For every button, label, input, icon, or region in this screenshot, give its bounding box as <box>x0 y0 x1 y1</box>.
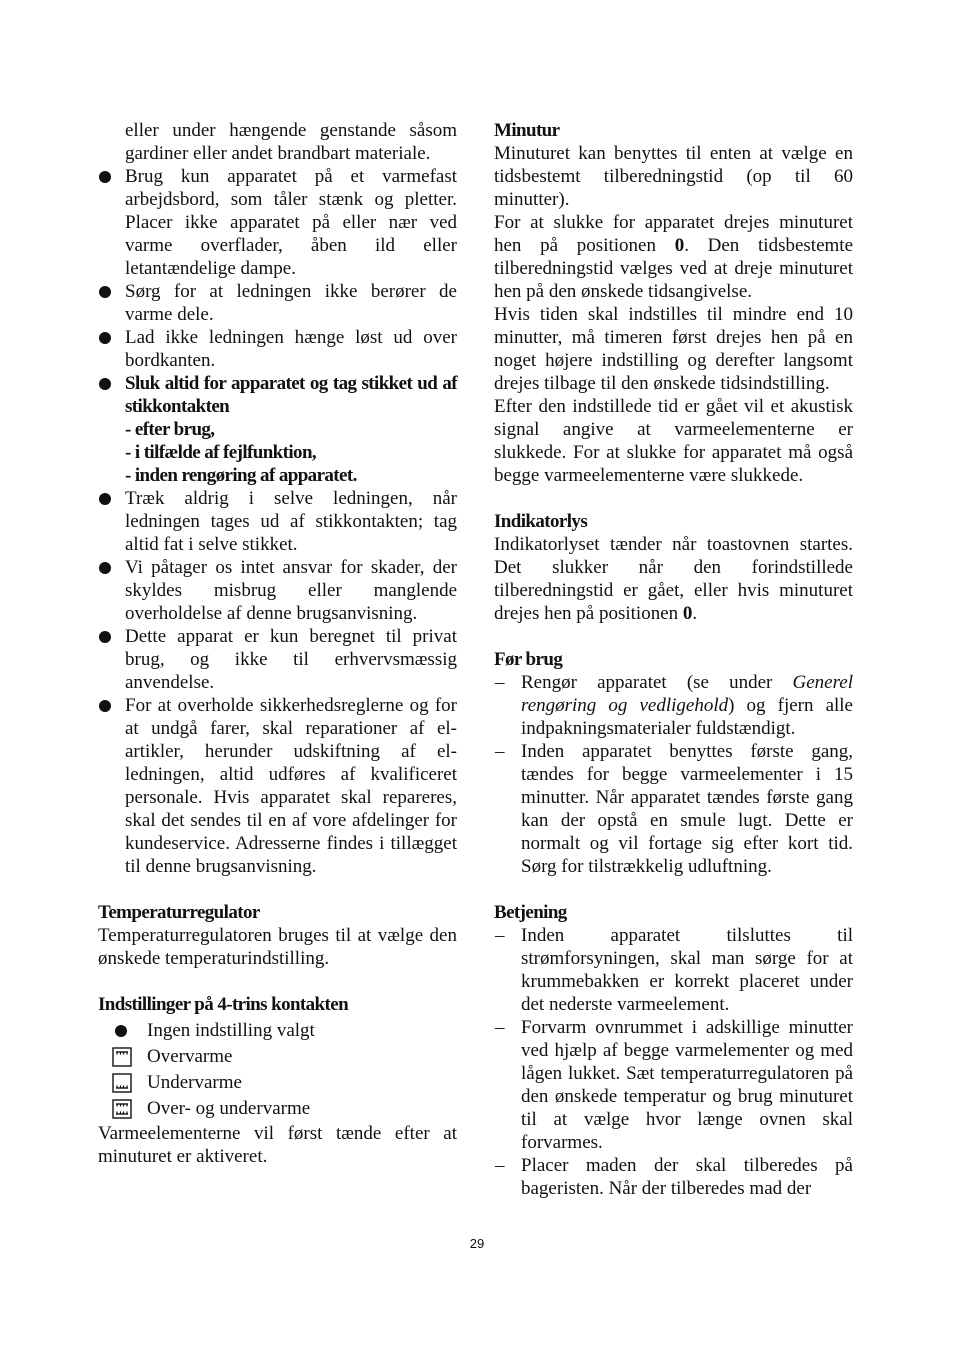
timer-paragraph: For at slukke for apparatet drejes minuturet hen på positionen 0. Den tidsbestemte tilberedningstid vælges ved at dreje minuturet hen på den ønskede tidsangivelse. <box>494 212 854 302</box>
top-bottom-heat-icon <box>112 1099 132 1119</box>
list-item: – Placer maden der skal tilberedes på bageristen. Når der tilberedes mad der <box>495 1155 853 1199</box>
bullet-icon <box>99 631 111 643</box>
right-column <box>494 119 853 1200</box>
timer-paragraph: Hvis tiden skal indstilles til mindre end 10 minutter, må timeren først drejes hen på en noget højere indstilling og derefter langsomt drejes tilbage til den ønskede tidsindstilling. <box>494 304 853 394</box>
list-item: – Rengør apparatet (se under Generel rengøring og vedligehold) og fjern alle indpakningsmaterialer fuldstændigt. <box>495 672 853 739</box>
setting-item: Over- og undervarme <box>98 1096 457 1122</box>
bullet-icon <box>99 332 111 344</box>
list-item: For at overholde sikkerhedsreglerne og for at undgå farer, skal reparationer af el-artikler, herunder udskiftning af el-ledningen, altid udføres af kvalificeret personale. Hvis apparatet skal repareres, skal det sendes til en af vore afdelinger for kundeservice. Adresserne findes i tillægget til denne brugsanvisning. <box>98 694 457 878</box>
list-item: Lad ikke ledningen hænge løst ud over bordkanten. <box>98 326 457 372</box>
section-heading-temperature: Temperaturregulator <box>98 902 260 923</box>
list-item: – Forvarm ovnrummet i adskillige minutter ved hjælp af begge varmelementer og med lågen lukket. Sæt temperaturregulatoren på den ønskede temperatur og brug minuturet til at vælge hvor længe ovnen skal forvarmes. <box>495 1017 853 1153</box>
list-item: – Inden apparatet benyttes første gang, tændes for begge varmeelementer i 15 minutter. Når apparatet tændes første gang kan der opstå en smule lugt. Dette er normalt og vil fortage sig efter kort tid. Sørg for tilstrækkelig udluftning. <box>495 741 853 877</box>
dash-marker: – <box>495 1155 505 1176</box>
left-column <box>98 119 457 1168</box>
timer-paragraph: Efter den indstillede tid er gået vil et akustisk signal angive at varmeelementerne er slukkede. For at slukke for apparatet må også begge varmeelementerne være slukkede. <box>494 396 853 486</box>
settings-note: Varmeelementerne vil først tænde efter at minuturet er aktiveret. <box>98 1123 457 1167</box>
dash-marker: – <box>495 1017 505 1038</box>
bullet-icon <box>99 700 111 712</box>
section-heading-indicator: Indikatorlys <box>494 511 588 532</box>
settings-list <box>98 1018 457 1122</box>
temperature-text: Temperaturregulatoren bruges til at vælge den ønskede temperaturindstilling. <box>98 925 457 969</box>
page-number: 29 <box>469 1236 485 1251</box>
dash-marker: – <box>495 741 505 762</box>
dot-icon <box>115 1025 127 1037</box>
setting-item: Undervarme <box>98 1070 457 1096</box>
list-item: Sørg for at ledningen ikke berører de varme dele. <box>98 280 457 326</box>
setting-item: Ingen indstilling valgt <box>98 1018 457 1044</box>
section-heading-before-use: Før brug <box>494 649 563 670</box>
indicator-text: Indikatorlyset tænder når toastovnen startes. Det slukker når den forindstillede tilberedningstid er gået, eller hvis minuturet drejes hen på positionen 0. <box>494 534 853 624</box>
list-item: Brug kun apparatet på et varmefast arbejdsbord, som tåler stænk og pletter. Placer ikke apparatet på eller nær ved varme overflader, åben ild eller letantændelige dampe. <box>98 165 457 280</box>
bottom-heat-icon <box>112 1073 132 1093</box>
list-item: – Inden apparatet tilsluttes til strømforsyningen, skal man sørge for at krummebakken er korrekt placeret under det nederste varmeelement. <box>495 925 853 1015</box>
dash-marker: – <box>495 672 505 693</box>
dash-marker: – <box>495 925 505 946</box>
list-item: Træk aldrig i selve ledningen, når ledningen tages ud af stikkontakten; tag altid fat i selve stikket. <box>98 487 457 556</box>
list-item: Dette apparat er kun beregnet til privat brug, og ikke til erhvervsmæssig anvendelse. <box>98 625 457 694</box>
section-heading-timer: Minutur <box>494 120 560 141</box>
bullet-icon <box>99 493 111 505</box>
setting-item: Overvarme <box>98 1044 457 1070</box>
section-heading-settings: Indstillinger på 4-trins kontakten <box>98 994 349 1015</box>
continuation-text: eller under hængende genstande såsom gardiner eller andet brandbart materiale. <box>125 120 457 164</box>
list-item-bold: Sluk altid for apparatet og tag stikket ud af stikkontakten <box>98 372 457 418</box>
top-heat-icon <box>112 1047 132 1067</box>
sub-item: - efter brug, <box>125 419 215 440</box>
list-item: Vi påtager os intet ansvar for skader, der skyldes misbrug eller manglende overholdelse af denne brugsanvisning. <box>98 556 457 625</box>
timer-paragraph: Minuturet kan benyttes til enten at vælge en tidsbestemt tilberedningstid (op til 60 minutter). <box>494 143 853 210</box>
bullet-icon <box>99 286 111 298</box>
bullet-icon <box>99 378 111 390</box>
sub-item: - i tilfælde af fejlfunktion, <box>125 442 317 463</box>
sub-item: - inden rengøring af apparatet. <box>125 465 357 486</box>
bullet-icon <box>99 171 111 183</box>
section-heading-operation: Betjening <box>494 902 567 923</box>
bullet-icon <box>99 562 111 574</box>
